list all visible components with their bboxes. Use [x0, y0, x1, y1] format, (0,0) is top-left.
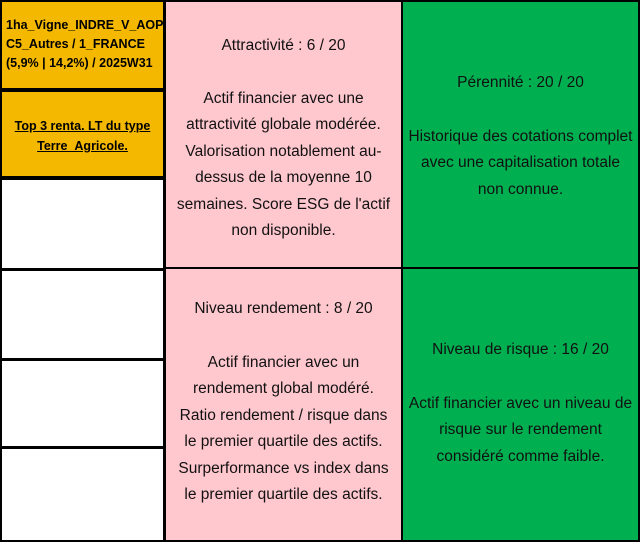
attractivite-title: Attractivité : 6 / 20	[221, 37, 346, 54]
rendement-title: Niveau rendement : 8 / 20	[194, 300, 373, 317]
asset-performance-period: (5,9% | 14,2%) / 2025W31	[6, 56, 153, 70]
empty-cell-2	[0, 269, 165, 359]
attractivite-text: Actif financier avec une attractivité globale modérée. Valorisation notablement au-dessus de la moyenne 10 semaines. Score ESG de l'actif non disponible.	[176, 89, 391, 239]
risque-title: Niveau de risque : 16 / 20	[432, 341, 609, 358]
perennite-title: Pérennité : 20 / 20	[457, 74, 584, 91]
risque-text: Actif financier avec un niveau de risque sur le rendement considéré comme faible.	[408, 394, 633, 465]
perennite-card	[402, 0, 640, 269]
rendement-card	[165, 269, 402, 542]
asset-name: 1ha_Vigne_INDRE_V_AOP	[6, 18, 164, 32]
perennite-text: Historique des cotations complet avec une capitalisation totale non connue.	[408, 127, 633, 198]
rendement-text: Actif financier avec un rendement global modéré. Ratio rendement / risque dans le premier quartile des actifs. Surperformance vs index dans le premier quartile des actifs.	[178, 353, 389, 503]
asset-category: C5_Autres / 1_FRANCE	[6, 37, 145, 51]
empty-cell-1	[0, 178, 165, 269]
empty-cell-3	[0, 359, 165, 447]
risque-card	[402, 269, 640, 542]
top3-link[interactable]: Top 3 renta. LT du type Terre_Agricole.	[14, 119, 151, 153]
asset-identifier-cell	[0, 0, 165, 90]
attractivite-card	[165, 0, 402, 269]
empty-cell-4	[0, 447, 165, 542]
top3-link-cell[interactable]	[0, 90, 165, 178]
